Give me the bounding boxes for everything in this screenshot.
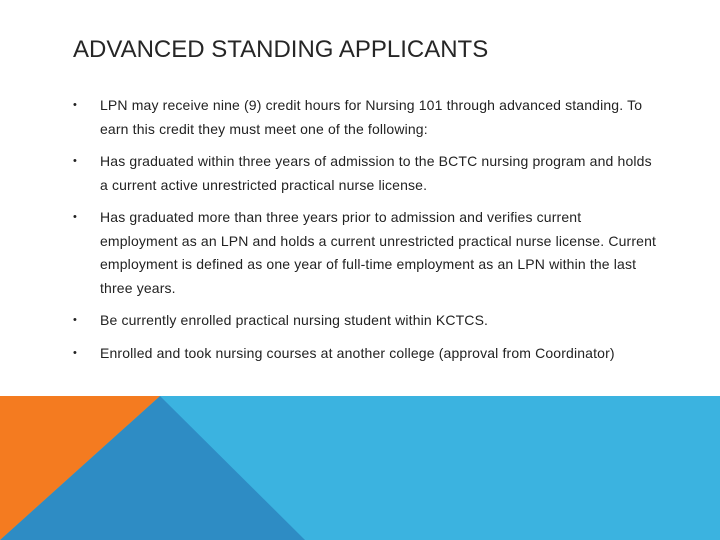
bullet-marker: • bbox=[73, 314, 78, 326]
bullet-item-2 bbox=[73, 150, 663, 197]
bullet-item-5 bbox=[73, 342, 663, 366]
bullet-list bbox=[73, 94, 663, 374]
bullet-item-4 bbox=[73, 309, 663, 333]
decorative-footer-band bbox=[0, 396, 720, 540]
bullet-marker: • bbox=[73, 211, 78, 223]
bullet-text: Be currently enrolled practical nursing student within KCTCS. bbox=[100, 312, 489, 328]
bullet-text: Has graduated more than three years prior to admission and verifies current employment as an LPN and holds a current unrestricted practical nurse license. Current employment is defined as one year of full-time employment as an LPN within the last three years. bbox=[100, 209, 657, 296]
bullet-marker: • bbox=[73, 99, 78, 111]
bullet-text: Has graduated within three years of admission to the BCTC nursing program and holds a current active unrestricted practical nurse license. bbox=[100, 153, 652, 193]
slide-title: ADVANCED STANDING APPLICANTS bbox=[73, 36, 489, 63]
bullet-item-1 bbox=[73, 94, 663, 141]
bullet-item-3 bbox=[73, 206, 663, 300]
bullet-marker: • bbox=[73, 346, 78, 359]
bullet-text: Enrolled and took nursing courses at another college (approval from Coordinator) bbox=[100, 344, 615, 361]
bullet-marker: • bbox=[73, 155, 78, 167]
bullet-text: LPN may receive nine (9) credit hours for Nursing 101 through advanced standing. To earn this credit they must meet one of the following: bbox=[100, 97, 643, 137]
